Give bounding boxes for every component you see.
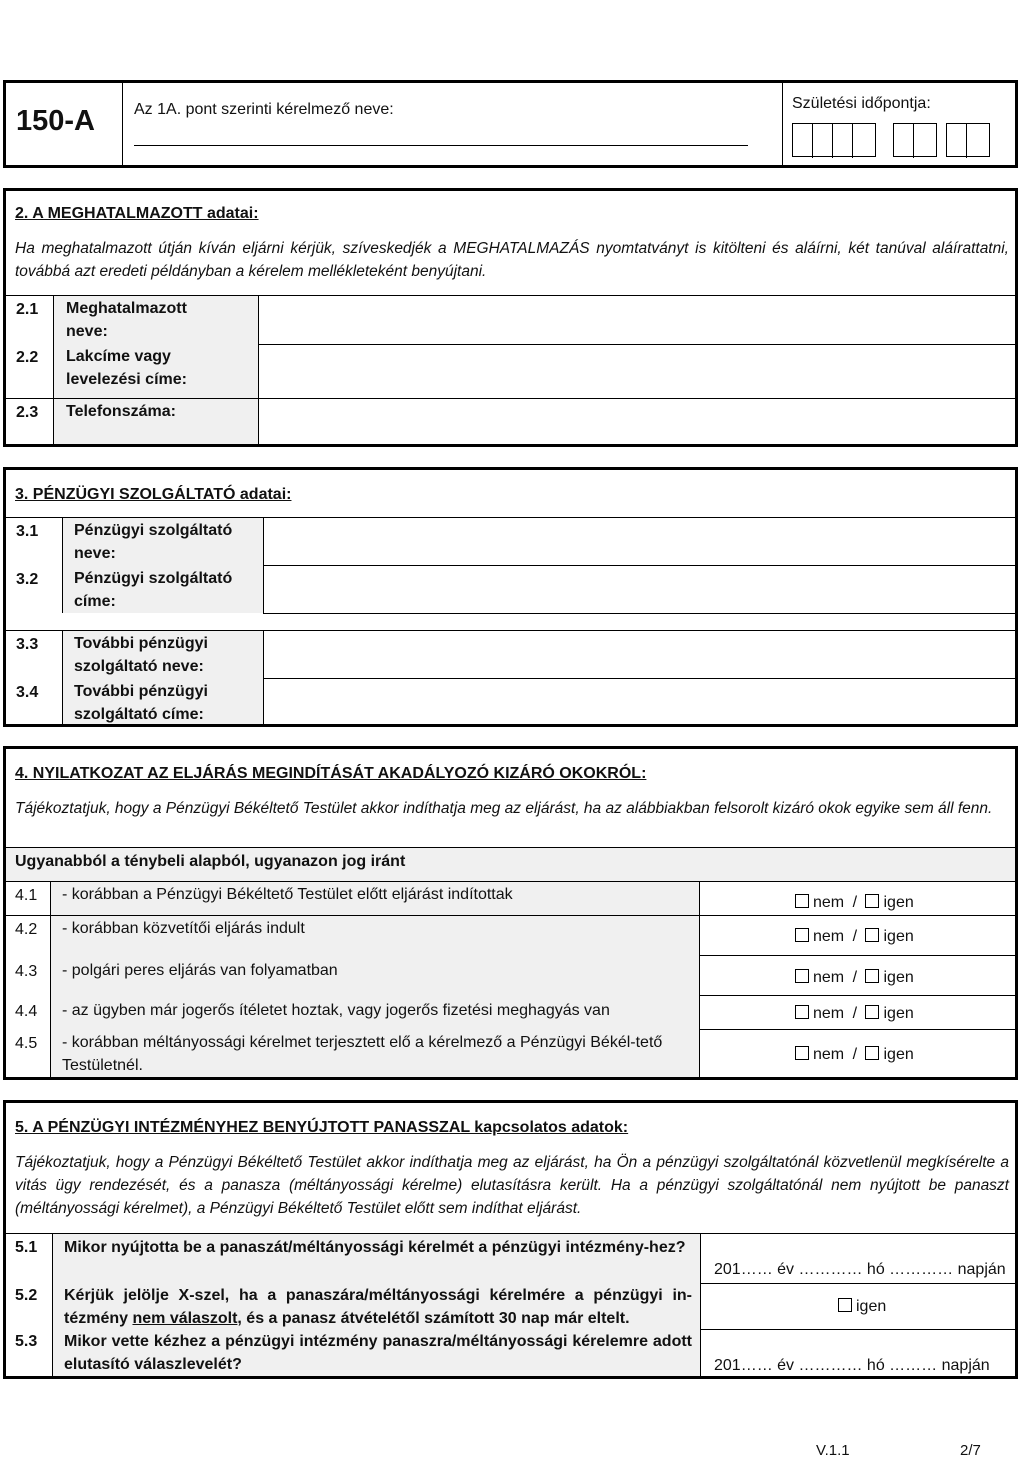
row-text-part: , és a panasz átvételétől számított 30 nap már eltelt.: [237, 1310, 630, 1327]
option-group: [795, 969, 914, 987]
row-label: További pénzügyi szolgáltató neve:: [74, 635, 208, 675]
checkbox-no[interactable]: [795, 894, 809, 908]
digit-box[interactable]: [813, 124, 833, 158]
row-number: 4.4: [15, 1003, 38, 1020]
digit-box[interactable]: [894, 124, 914, 158]
row-number: 2.2: [16, 349, 39, 366]
rule: [6, 398, 1015, 399]
row-text-part: Kérjük jelölje X-szel, ha a panaszára/méltányossági kérelmére a pénzügyi in-tézmény: [64, 1287, 692, 1327]
no-response-option: [838, 1298, 886, 1316]
option-yes-label: igen: [883, 1005, 914, 1022]
option-no-label: nem: [813, 969, 845, 986]
option-separator: /: [852, 969, 858, 986]
row-label: Lakcíme vagy levelezési címe:: [66, 348, 187, 388]
other-provider-address-field[interactable]: [265, 680, 1015, 724]
row-number: 3.1: [16, 523, 39, 540]
option-separator: /: [852, 1005, 858, 1022]
applicant-name-label: Az 1A. pont szerinti kérelmező neve:: [134, 101, 394, 118]
row-text: - korábban közvetítői eljárás indult: [62, 920, 305, 937]
checkbox-no[interactable]: [795, 1046, 809, 1060]
option-group: [795, 894, 914, 912]
rule: [700, 1233, 701, 1376]
form-code: 150-A: [16, 105, 95, 137]
rule: [699, 1029, 1015, 1030]
option-separator: /: [852, 894, 858, 911]
option-group: [795, 928, 914, 946]
provider-address-field[interactable]: [265, 567, 1015, 612]
section-3: [3, 467, 1018, 727]
complaint-date-field[interactable]: 201…… év ………… hó ………… napján: [714, 1261, 1006, 1278]
checkbox-yes[interactable]: [865, 894, 879, 908]
divider: [122, 83, 123, 165]
rule: [62, 517, 63, 613]
row-text-underlined: nem válaszolt: [132, 1310, 238, 1327]
rule: [53, 295, 54, 444]
rule: [258, 344, 1015, 345]
digit-box[interactable]: [793, 124, 813, 158]
row-text: - az ügyben már jogerős ítéletet hoztak, vagy jogerős fizetési meghagyás van: [62, 1002, 610, 1019]
option-no-label: nem: [813, 928, 845, 945]
checkbox-yes[interactable]: [865, 1046, 879, 1060]
section-2-title: 2. A MEGHATALMAZOTT adatai:: [15, 205, 259, 222]
section-3-title: 3. PÉNZÜGYI SZOLGÁLTATÓ adatai:: [15, 486, 292, 503]
header-box: [3, 80, 1018, 168]
section-5: [3, 1100, 1018, 1379]
option-separator: /: [852, 928, 858, 945]
row-text: - polgári peres eljárás van folyamatban: [62, 962, 338, 979]
row-text: Mikor vette kézhez a pénzügyi intézmény panaszra/méltányossági kérelemre adott elutasító válaszlevelét?: [64, 1333, 692, 1373]
row-label: További pénzügyi szolgáltató címe:: [74, 683, 208, 723]
divider: [782, 83, 783, 165]
option-yes-label: igen: [856, 1298, 887, 1315]
birth-date-label: Születési időpontja:: [792, 95, 931, 112]
option-no-label: nem: [813, 1046, 845, 1063]
version-label: V.1.1: [816, 1442, 850, 1459]
row-number: 4.5: [15, 1035, 38, 1052]
rule: [52, 1233, 53, 1376]
row-number: 5.3: [15, 1333, 38, 1350]
option-yes-label: igen: [883, 969, 914, 986]
rule: [62, 630, 63, 724]
rule: [263, 678, 1015, 679]
row-number: 2.1: [16, 301, 39, 318]
option-yes-label: igen: [883, 894, 914, 911]
checkbox-yes[interactable]: [838, 1298, 852, 1312]
checkbox-no[interactable]: [795, 969, 809, 983]
row-label: Telefonszáma:: [66, 403, 176, 420]
checkbox-no[interactable]: [795, 1005, 809, 1019]
rule: [699, 995, 1015, 996]
option-no-label: nem: [813, 894, 845, 911]
agent-phone-field[interactable]: [260, 400, 1015, 444]
option-yes-label: igen: [883, 928, 914, 945]
digit-box[interactable]: [947, 124, 967, 158]
section-5-title: 5. A PÉNZÜGYI INTÉZMÉNYHEZ BENYÚJTOTT PANASSZAL kapcsolatos adatok:: [15, 1119, 629, 1136]
option-no-label: nem: [813, 1005, 845, 1022]
row-label: Pénzügyi szolgáltató címe:: [74, 570, 233, 610]
row-number: 5.2: [15, 1287, 38, 1304]
applicant-name-line[interactable]: [134, 145, 748, 146]
row-number: 4.2: [15, 921, 38, 938]
row-text: - korábban méltányossági kérelmet terjesztett elő a kérelmező a Pénzügyi Békél-tető Testületnél.: [62, 1034, 663, 1074]
section-4: [3, 746, 1018, 1080]
checkbox-yes[interactable]: [865, 1005, 879, 1019]
section-4-subheader: Ugyanabból a ténybeli alapból, ugyanazon jog iránt: [15, 853, 406, 870]
rule: [263, 565, 1015, 566]
birth-year-boxes[interactable]: [792, 123, 876, 157]
row-number: 5.1: [15, 1239, 38, 1256]
row-text: Mikor nyújtotta be a panaszát/méltányossági kérelmét a pénzügyi intézmény-hez?: [64, 1239, 686, 1256]
section-5-note: Tájékoztatjuk, hogy a Pénzügyi Békéltető Testület akkor indíthatja meg az eljárást, ha Ön a pénzügyi szolgáltatónál közvetlenül megkísérelte a vitás ügy rendezését, és a panasza (méltányossági kérelme) elutasításra került. Ha a pénzügyi szolgáltatónál nem nyújtott be panaszt (méltányossági kérelmet), a Pénzügyi Békéltető Testület előtt sem indíthat eljárást.: [15, 1154, 1009, 1217]
option-yes-label: igen: [883, 1046, 914, 1063]
rule: [700, 1329, 1015, 1330]
row-number: 4.1: [15, 887, 38, 904]
rejection-date-field[interactable]: 201…… év ………… hó ……… napján: [714, 1357, 990, 1374]
digit-box[interactable]: [833, 124, 853, 158]
row-number: 3.4: [16, 684, 39, 701]
row-text: - korábban a Pénzügyi Békéltető Testület előtt eljárást indítottak: [62, 886, 513, 903]
birth-day-boxes[interactable]: [946, 123, 990, 157]
rule: [699, 955, 1015, 956]
section-4-title: 4. NYILATKOZAT AZ ELJÁRÁS MEGINDÍTÁSÁT AKADÁLYOZÓ KIZÁRÓ OKOKRÓL:: [15, 765, 647, 782]
rule: [699, 881, 700, 1077]
rule: [258, 295, 259, 444]
row-label: Meghatalmazott neve:: [66, 300, 187, 340]
checkbox-yes[interactable]: [865, 969, 879, 983]
option-group: [795, 1046, 914, 1064]
rule: [700, 1283, 1015, 1284]
page-number: 2/7: [960, 1442, 981, 1459]
row-number: 4.3: [15, 963, 38, 980]
row-number: 3.2: [16, 571, 39, 588]
option-group: [795, 1005, 914, 1023]
rule: [263, 630, 264, 724]
rule: [6, 915, 1015, 916]
birth-month-boxes[interactable]: [893, 123, 937, 157]
section-2-note: Ha meghatalmazott útján kíván eljárni kérjük, szíveskedjék a MEGHATALMAZÁS nyomtatványt is kitölteni és aláírni, két tanúval aláírattatni, továbbá azt eredeti példányban a kérelem mellékleteként benyújtani.: [15, 240, 1009, 280]
option-separator: /: [852, 1046, 858, 1063]
agent-address-field[interactable]: [260, 346, 1015, 397]
section-4-note: Tájékoztatjuk, hogy a Pénzügyi Békéltető Testület akkor indíthatja meg az eljárást, ha az alábbiakban felsorolt kizáró okok egyike sem áll fenn.: [15, 800, 993, 817]
section-2: [3, 188, 1018, 447]
provider-name-field[interactable]: [265, 518, 1015, 564]
checkbox-yes[interactable]: [865, 928, 879, 942]
row-number: 3.3: [16, 636, 39, 653]
rule: [50, 881, 51, 1077]
rule: [263, 613, 1015, 614]
checkbox-no[interactable]: [795, 928, 809, 942]
agent-name-field[interactable]: [260, 296, 1015, 343]
other-provider-name-field[interactable]: [265, 631, 1015, 677]
row-number: 2.3: [16, 404, 39, 421]
row-label: Pénzügyi szolgáltató neve:: [74, 522, 233, 562]
row-text: [64, 1284, 692, 1330]
